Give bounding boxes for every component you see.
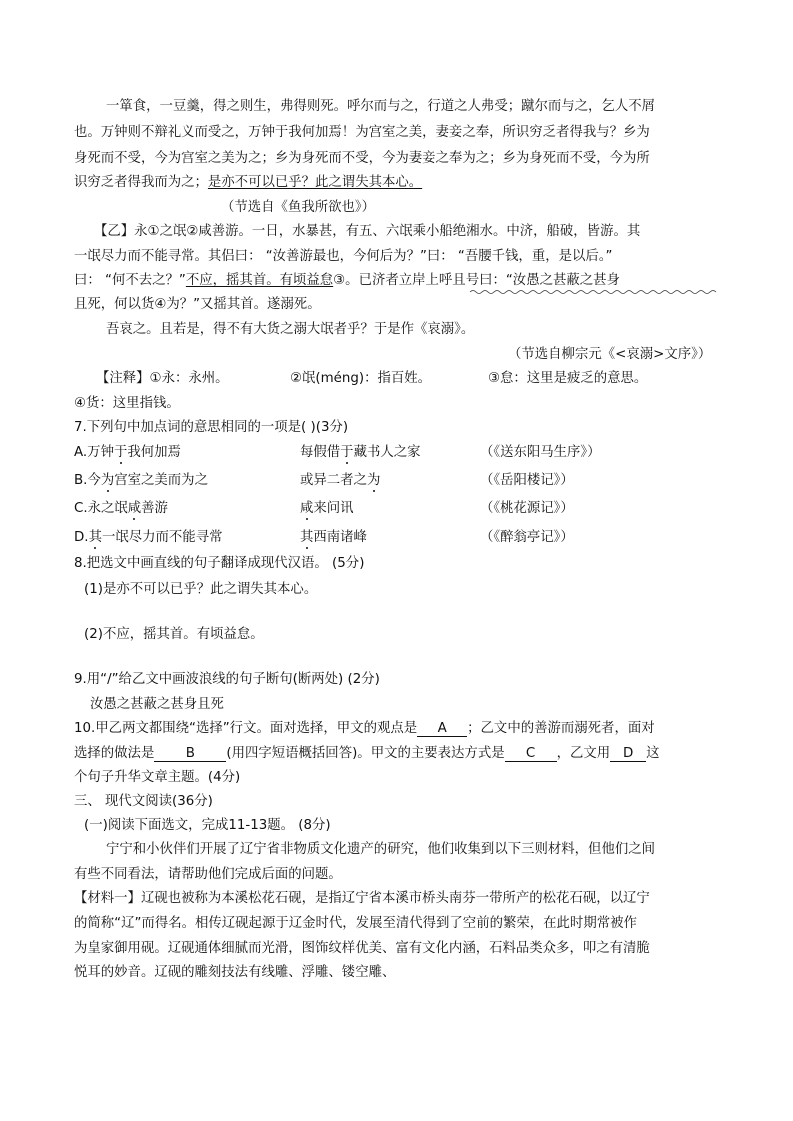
q7-stem: 7.下列句中加点词的意思相同的一项是( )(3分) bbox=[74, 420, 349, 435]
jia-line-4-text: 识穷乏者得我而为之； bbox=[74, 175, 208, 190]
underlined-sentence-1: 是亦不可以已乎？此之谓失其本心。 bbox=[207, 175, 423, 190]
text: 西南诸峰 bbox=[313, 530, 367, 545]
q10-line-3: 个句子升华文章主题。(4分) bbox=[74, 770, 241, 785]
q7-option-b-source: （《岳阳楼记》） bbox=[480, 473, 574, 488]
dotted-char: 其 bbox=[88, 530, 102, 545]
section-3-subtitle: (一)阅读下面选文，完成11-13题。 (8分) bbox=[84, 818, 331, 833]
note-3: ③怠：这里是疲乏的意思。 bbox=[488, 371, 648, 386]
text: 来问讯 bbox=[313, 501, 354, 516]
yi-line-2: 一氓尽力而不能寻常。其侣曰： “汝善游最也，今何后为？”曰： “吾腰千钱，重，是以后。” bbox=[74, 249, 613, 264]
jia-source: （节选自《鱼我所欲也》） bbox=[221, 200, 375, 215]
text: (用四字短语概括回答)。甲文的主要表达方式是 bbox=[226, 746, 505, 761]
yi-line-3-rest: ③。已济者立岸上呼且号曰：“汝愚之甚蔽之甚身 bbox=[333, 273, 620, 288]
text: C.永之氓 bbox=[74, 501, 128, 516]
jia-line-3: 身死而不受，今为宫室之美为之；乡为身死而不受，今为妻妾之奉为之；乡为身死而不受，今为所 bbox=[74, 151, 650, 166]
yi-line-3-text: 曰： “何不去之？” bbox=[74, 273, 186, 288]
text: ；乙文中的善游而溺死者，面对 bbox=[467, 721, 655, 736]
intro-line-2: 有些不同看法，请帮助他们完成后面的问题。 bbox=[74, 867, 342, 882]
q7-option-a-source: （《送东阳马生序》） bbox=[480, 445, 601, 460]
text: 每假借 bbox=[300, 445, 341, 460]
text: 10.甲乙两文都围绕“选择”行文。面对选择，甲文的观点是 bbox=[74, 721, 418, 736]
blank-c[interactable]: C bbox=[505, 746, 557, 762]
section-3-title: 三、 现代文阅读(36分) bbox=[74, 794, 213, 809]
yi-source: （节选自柳宗元《<哀溺>文序》） bbox=[508, 347, 712, 362]
text: 选择的做法是 bbox=[74, 746, 155, 761]
jia-line-1: 一箪食，一豆羹，得之则生，弗得则死。呼尔而与之，行道之人弗受；蹴尔而与之，乞人不屑 bbox=[106, 99, 656, 114]
text: 善游 bbox=[141, 501, 168, 516]
q9-sentence: 汝愚之甚蔽之甚身且死 bbox=[90, 697, 224, 712]
text: 一氓尽力而不能寻常 bbox=[101, 530, 223, 545]
dotted-char: 为 bbox=[366, 473, 381, 488]
text: 宫室之美而为之 bbox=[114, 473, 208, 488]
dotted-char: 于 bbox=[113, 445, 128, 460]
dotted-char: 咸 bbox=[300, 501, 314, 516]
yi-line-4: 且死，何以货④为？”又摇其首。遂溺死。 bbox=[74, 297, 321, 312]
q8-stem: 8.把选文中画直线的句子翻译成现代汉语。 (5分) bbox=[74, 556, 365, 571]
jia-line-2: 也。万钟则不辩礼义而受之，万钟于我何加焉！为宫室之美，妻妾之奉，所识穷乏者得我与？乡为 bbox=[74, 125, 650, 140]
intro-line-1: 宁宁和小伙伴们开展了辽宁省非物质文化遗产的研究，他们收集到以下三则材料，但他们之间 bbox=[106, 842, 656, 857]
text: D. bbox=[74, 530, 89, 545]
text: 这 bbox=[646, 746, 660, 761]
blank-d[interactable]: D bbox=[610, 746, 646, 762]
note-2: ②氓(méng)：指百姓。 bbox=[290, 371, 432, 386]
text: 藏书人之家 bbox=[353, 445, 421, 460]
q9-stem: 9.用“/”给乙文中画波浪线的句子断句(断两处) (2分) bbox=[74, 672, 380, 687]
blank-b[interactable]: B bbox=[154, 746, 226, 762]
material-1-line-2: 的简称“辽”而得名。相传辽砚起源于辽金时代，发展至清代得到了空前的繁荣，在此时期常被作 bbox=[74, 916, 637, 931]
text: A.万钟 bbox=[74, 445, 114, 460]
text: B.今 bbox=[74, 473, 101, 488]
q8-sentence-2: (2)不应，摇其首。有顷益怠。 bbox=[84, 627, 264, 642]
note-1: 【注释】①永：永州。 bbox=[96, 371, 229, 386]
dotted-char: 其 bbox=[300, 530, 314, 545]
material-1-line-4: 悦耳的妙音。辽砚的雕刻技法有线雕、浮雕、镂空雕、 bbox=[74, 965, 396, 980]
yi-line-1: 【乙】永①之氓②咸善游。一日，水暴甚，有五、六氓乘小船绝湘水。中济，船破，皆游。其 bbox=[94, 224, 641, 239]
blank-a[interactable]: A bbox=[417, 721, 467, 737]
note-4: ④货：这里指钱。 bbox=[74, 396, 180, 411]
q7-option-c-source: （《桃花源记》） bbox=[480, 501, 574, 516]
underlined-sentence-2: 不应，摇其首。有顷益怠 bbox=[185, 273, 334, 288]
dotted-char: 为 bbox=[100, 473, 115, 488]
dotted-char: 咸 bbox=[127, 501, 142, 516]
q8-sentence-1: (1)是亦不可以已乎？此之谓失其本心。 bbox=[84, 582, 318, 597]
dotted-char: 于 bbox=[340, 445, 354, 460]
text: 或异二者之 bbox=[300, 473, 367, 488]
yi-line-5: 吾哀之。且若是，得不有大货之溺大氓者乎？于是作《哀溺》。 bbox=[106, 322, 475, 337]
text: ，乙文用 bbox=[556, 746, 611, 761]
q7-option-d-source: （《醉翁亭记》） bbox=[480, 530, 574, 545]
material-1-line-3: 为皇家御用砚。辽砚通体细腻而光滑，图饰纹样优美、富有文化内涵，石料品类众多，叩之有清脆 bbox=[74, 941, 650, 956]
text: 我何加焉 bbox=[127, 445, 181, 460]
material-1-line-1: 【材料一】辽砚也被称为本溪松花石砚，是指辽宁省本溪市桥头南芬一带所产的松花石砚，以辽宁 bbox=[74, 891, 650, 906]
